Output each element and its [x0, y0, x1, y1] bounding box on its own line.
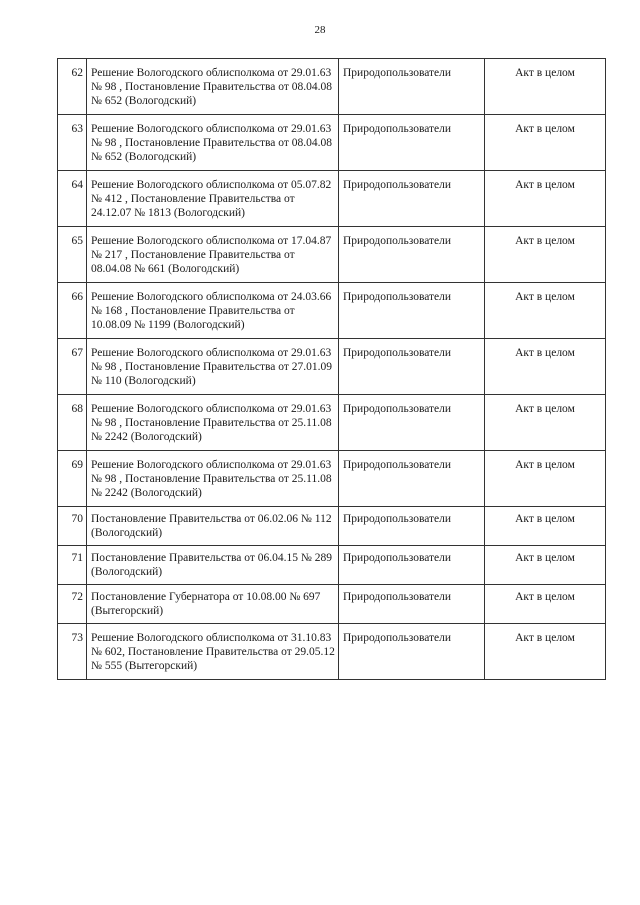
act-scope: Акт в целом: [485, 339, 606, 395]
table-row: [58, 451, 606, 507]
act-scope: Акт в целом: [485, 546, 606, 585]
table-row: [58, 624, 606, 680]
act-subject: Природопользователи: [339, 507, 485, 546]
table-row: [58, 227, 606, 283]
table-row: [58, 171, 606, 227]
row-number: 70: [58, 507, 87, 546]
act-scope: Акт в целом: [485, 283, 606, 339]
table-row: [58, 339, 606, 395]
act-scope: Акт в целом: [485, 227, 606, 283]
table-row: [58, 507, 606, 546]
act-subject: Природопользователи: [339, 59, 485, 115]
row-number: 65: [58, 227, 87, 283]
table-row: [58, 546, 606, 585]
act-basis: Решение Вологодского облисполкома от 05.07.82 № 412 , Постановление Правительства от 24.12.07 № 1813 (Вологодский): [87, 171, 339, 227]
act-basis: Решение Вологодского облисполкома от 29.01.63 № 98 , Постановление Правительства от 25.11.08 № 2242 (Вологодский): [87, 395, 339, 451]
act-basis: Постановление Губернатора от 10.08.00 № 697 (Вытегорский): [87, 585, 339, 624]
act-scope: Акт в целом: [485, 451, 606, 507]
row-number: 72: [58, 585, 87, 624]
act-subject: Природопользователи: [339, 585, 485, 624]
table-row: [58, 283, 606, 339]
row-number: 69: [58, 451, 87, 507]
row-number: 71: [58, 546, 87, 585]
act-subject: Природопользователи: [339, 227, 485, 283]
act-subject: Природопользователи: [339, 115, 485, 171]
act-basis: Решение Вологодского облисполкома от 17.04.87 № 217 , Постановление Правительства от 08.04.08 № 661 (Вологодский): [87, 227, 339, 283]
act-basis: Постановление Правительства от 06.04.15 № 289 (Вологодский): [87, 546, 339, 585]
act-scope: Акт в целом: [485, 507, 606, 546]
act-basis: Постановление Правительства от 06.02.06 № 112 (Вологодский): [87, 507, 339, 546]
act-subject: Природопользователи: [339, 339, 485, 395]
act-basis: Решение Вологодского облисполкома от 29.01.63 № 98 , Постановление Правительства от 08.04.08 № 652 (Вологодский): [87, 115, 339, 171]
act-scope: Акт в целом: [485, 624, 606, 680]
act-scope: Акт в целом: [485, 59, 606, 115]
act-basis: Решение Вологодского облисполкома от 29.01.63 № 98 , Постановление Правительства от 25.11.08 № 2242 (Вологодский): [87, 451, 339, 507]
act-subject: Природопользователи: [339, 624, 485, 680]
act-subject: Природопользователи: [339, 283, 485, 339]
act-scope: Акт в целом: [485, 171, 606, 227]
page-number: 28: [314, 24, 326, 36]
act-basis: Решение Вологодского облисполкома от 29.01.63 № 98 , Постановление Правительства от 08.04.08 № 652 (Вологодский): [87, 59, 339, 115]
table-row: [58, 585, 606, 624]
row-number: 73: [58, 624, 87, 680]
act-scope: Акт в целом: [485, 585, 606, 624]
table-row: [58, 115, 606, 171]
act-subject: Природопользователи: [339, 395, 485, 451]
row-number: 62: [58, 59, 87, 115]
row-number: 66: [58, 283, 87, 339]
act-basis: Решение Вологодского облисполкома от 31.10.83 № 602, Постановление Правительства от 29.05.12 № 555 (Вытегорский): [87, 624, 339, 680]
act-scope: Акт в целом: [485, 395, 606, 451]
act-basis: Решение Вологодского облисполкома от 29.01.63 № 98 , Постановление Правительства от 27.01.09 № 110 (Вологодский): [87, 339, 339, 395]
acts-table: [57, 58, 606, 680]
row-number: 63: [58, 115, 87, 171]
act-subject: Природопользователи: [339, 451, 485, 507]
row-number: 64: [58, 171, 87, 227]
table-row: [58, 395, 606, 451]
act-subject: Природопользователи: [339, 171, 485, 227]
act-scope: Акт в целом: [485, 115, 606, 171]
act-subject: Природопользователи: [339, 546, 485, 585]
table-row: [58, 59, 606, 115]
row-number: 67: [58, 339, 87, 395]
act-basis: Решение Вологодского облисполкома от 24.03.66 № 168 , Постановление Правительства от 10.08.09 № 1199 (Вологодский): [87, 283, 339, 339]
row-number: 68: [58, 395, 87, 451]
